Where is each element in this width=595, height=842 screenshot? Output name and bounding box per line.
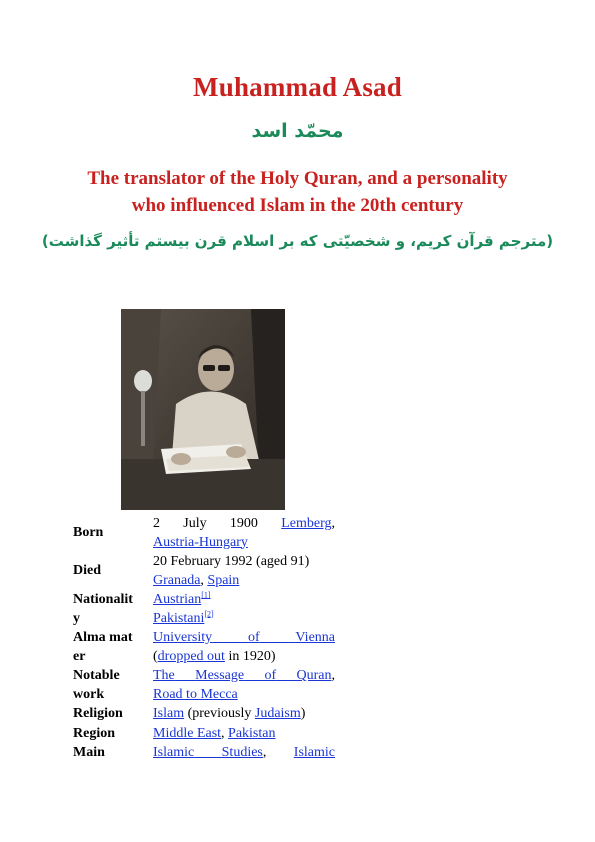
- link-lemberg[interactable]: Lemberg: [281, 516, 332, 531]
- link-pakistan[interactable]: Pakistan: [228, 725, 276, 741]
- portrait-photo-image: [121, 309, 285, 510]
- infobox-label-alma-mater: Alma mat er: [73, 630, 133, 664]
- born-date: 2 July 1900: [153, 516, 258, 531]
- ref-1[interactable]: [1]: [201, 590, 211, 600]
- link-spain[interactable]: Spain: [207, 572, 240, 588]
- persian-name: محمّد اسد: [251, 120, 344, 142]
- infobox-label-born: Born: [73, 525, 104, 541]
- link-austria-hungary[interactable]: Austria-Hungary: [153, 534, 248, 550]
- infobox-row-alma-mater: [73, 629, 337, 666]
- infobox-row-born: [73, 515, 337, 552]
- portrait-photo: [121, 309, 285, 510]
- infobox-label-nationality: Nationalit y: [73, 592, 133, 626]
- ref-2[interactable]: [2]: [204, 608, 214, 618]
- link-middle-east[interactable]: Middle East: [153, 725, 222, 741]
- link-university-of-vienna[interactable]: University of Vienna: [153, 630, 335, 645]
- subtitle-persian: (مترجم قرآن کریم، و شخصیّتی که بر اسلام قرن بیستم تأثیر گذاشت): [41, 232, 554, 250]
- link-dropped-out[interactable]: dropped out: [157, 648, 225, 664]
- link-islamic[interactable]: Islamic: [293, 745, 336, 760]
- link-road-to-mecca[interactable]: Road to Mecca: [153, 686, 238, 702]
- infobox: [73, 515, 337, 764]
- link-pakistani[interactable]: Pakistani: [153, 610, 205, 626]
- infobox-value-region: Middle East, Pakistan: [153, 725, 276, 741]
- infobox-label-died: Died: [73, 563, 101, 579]
- link-granada[interactable]: Granada: [153, 572, 201, 588]
- infobox-value-alma-mater: University of Vienna (dropped out in 1920): [153, 630, 335, 664]
- infobox-row-died: [73, 553, 337, 590]
- link-islamic-studies[interactable]: Islamic Studies: [153, 745, 263, 760]
- infobox-value-notable-work: The Message of Quran, Road to Mecca: [153, 668, 336, 702]
- link-islam[interactable]: Islam: [153, 706, 185, 721]
- infobox-value-born: 2 July 1900 Lemberg, Austria-Hungary: [153, 516, 335, 550]
- link-message-of-quran[interactable]: The Message of Quran: [153, 668, 332, 683]
- link-judaism[interactable]: Judaism: [254, 706, 301, 721]
- infobox-row-main: [73, 744, 337, 763]
- infobox-value-main: Islamic Studies, Islamic: [153, 745, 336, 760]
- infobox-row-notable-work: [73, 667, 337, 704]
- infobox-label-region: Region: [73, 725, 115, 741]
- infobox-label-main: Main: [73, 745, 105, 760]
- infobox-row-nationality: [73, 591, 337, 628]
- infobox-value-nationality: [153, 591, 335, 628]
- link-austrian[interactable]: Austrian: [153, 592, 202, 607]
- infobox-label-notable-work: Notable work: [73, 668, 120, 702]
- infobox-value-religion: Islam (previously Judaism): [153, 706, 306, 721]
- infobox-row-religion: [73, 705, 337, 724]
- infobox-value-died: 20 February 1992 (aged 91) Granada, Spain: [153, 553, 335, 590]
- page-title: Muhammad Asad: [193, 72, 402, 102]
- subtitle-line-1: The translator of the Holy Quran, and a personality: [87, 168, 508, 189]
- infobox-label-religion: Religion: [73, 706, 123, 721]
- subtitle-line-2: who influenced Islam in the 20th century: [131, 195, 464, 216]
- infobox-row-region: [73, 725, 337, 744]
- subtitle: [40, 165, 555, 219]
- died-date: 20 February 1992 (aged 91): [153, 554, 310, 569]
